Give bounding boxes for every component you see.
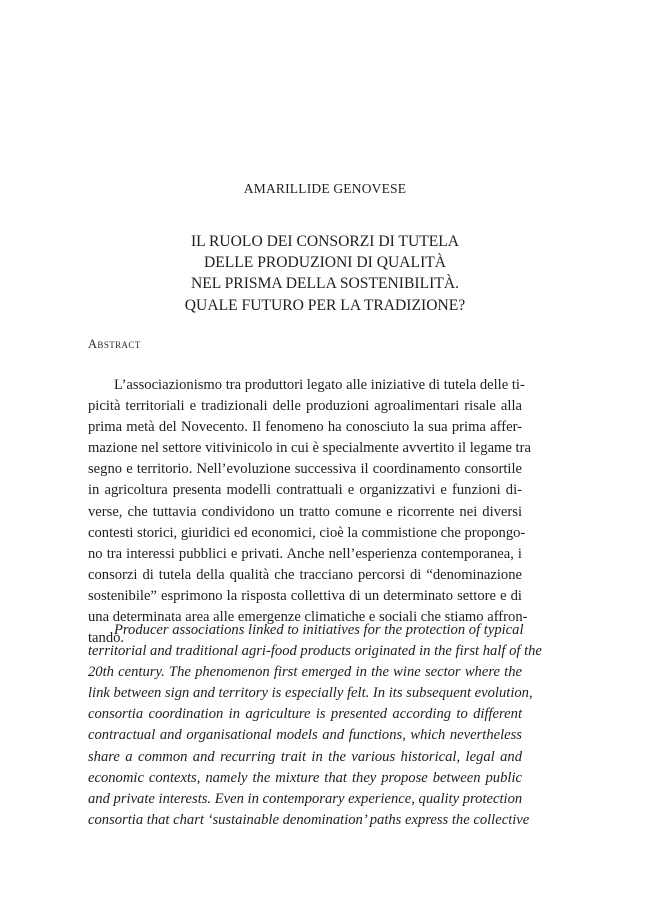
abstract-english-paragraph (88, 620, 542, 831)
text-line: sostenibile” esprimono la risposta collettiva di un determinato settore e di (88, 587, 522, 604)
title-line: IL RUOLO DEI CONSORZI DI TUTELA (190, 233, 460, 250)
abstract-italian-paragraph (88, 375, 531, 649)
text-line: prima metà del Novecento. Il fenomeno ha conosciuto la sua prima affer- (88, 419, 522, 436)
text-line: una determinata area alle emergenze climatiche e sociali che stiamo affron- (88, 609, 528, 626)
title-line: QUALE FUTURO PER LA TRADIZIONE? (184, 296, 466, 314)
text-line: share a common and recurring trait in the various historical, legal and (88, 748, 522, 765)
text-line: economic contexts, namely the mixture that they propose between public (88, 769, 522, 786)
article-title (0, 231, 650, 316)
title-line: DELLE PRODUZIONI DI QUALITÀ (203, 254, 447, 272)
text-line: consortia that chart ‘sustainable denomination’ paths express the collective (88, 811, 530, 828)
abstract-heading: Abstract (88, 337, 141, 351)
text-line: in agricoltura presenta modelli contrattuali e organizzativi e funzioni di- (88, 482, 522, 499)
text-line: link between sign and territory is especially felt. In its subsequent evolution, (88, 685, 533, 702)
text-line: tando. (88, 630, 125, 647)
text-line: and private interests. Even in contemporary experience, quality protection (88, 790, 523, 807)
text-line: mazione nel settore vitivinicolo in cui è specialmente avvertito il legame tra (88, 440, 531, 457)
text-line: L’associazionismo tra produttori legato alle iniziative di tutela delle ti- (114, 377, 525, 393)
author-name: AMARILLIDE GENOVESE (243, 181, 407, 196)
text-line: territorial and traditional agri-food products originated in the first half of the (88, 643, 542, 660)
text-line: verse, che tuttavia condividono un tratto comune e ricorrente nei diversi (88, 503, 522, 520)
text-line: picità territoriali e tradizionali delle produzioni agroalimentari risale alla (88, 398, 522, 415)
text-line: consortia coordination in agriculture is presented according to different (88, 706, 522, 723)
text-line: Producer associations linked to initiatives for the protection of typical (114, 622, 524, 638)
text-line: no tra interessi pubblici e privati. Anche nell’esperienza contemporanea, i (88, 545, 522, 562)
text-line: contesti storici, giuridici ed economici, cioè la commistione che propongo- (88, 524, 526, 541)
text-line: 20th century. The phenomenon first emerged in the wine sector where the (88, 664, 522, 681)
text-line: contractual and organisational models and functions, which nevertheless (88, 727, 522, 744)
text-line: segno e territorio. Nell’evoluzione successiva il coordinamento consortile (88, 461, 522, 478)
title-line: NEL PRISMA DELLA SOSTENIBILITÀ. (191, 275, 459, 293)
text-line: consorzi di tutela della qualità che tracciano percorsi di “denominazione (88, 566, 522, 583)
